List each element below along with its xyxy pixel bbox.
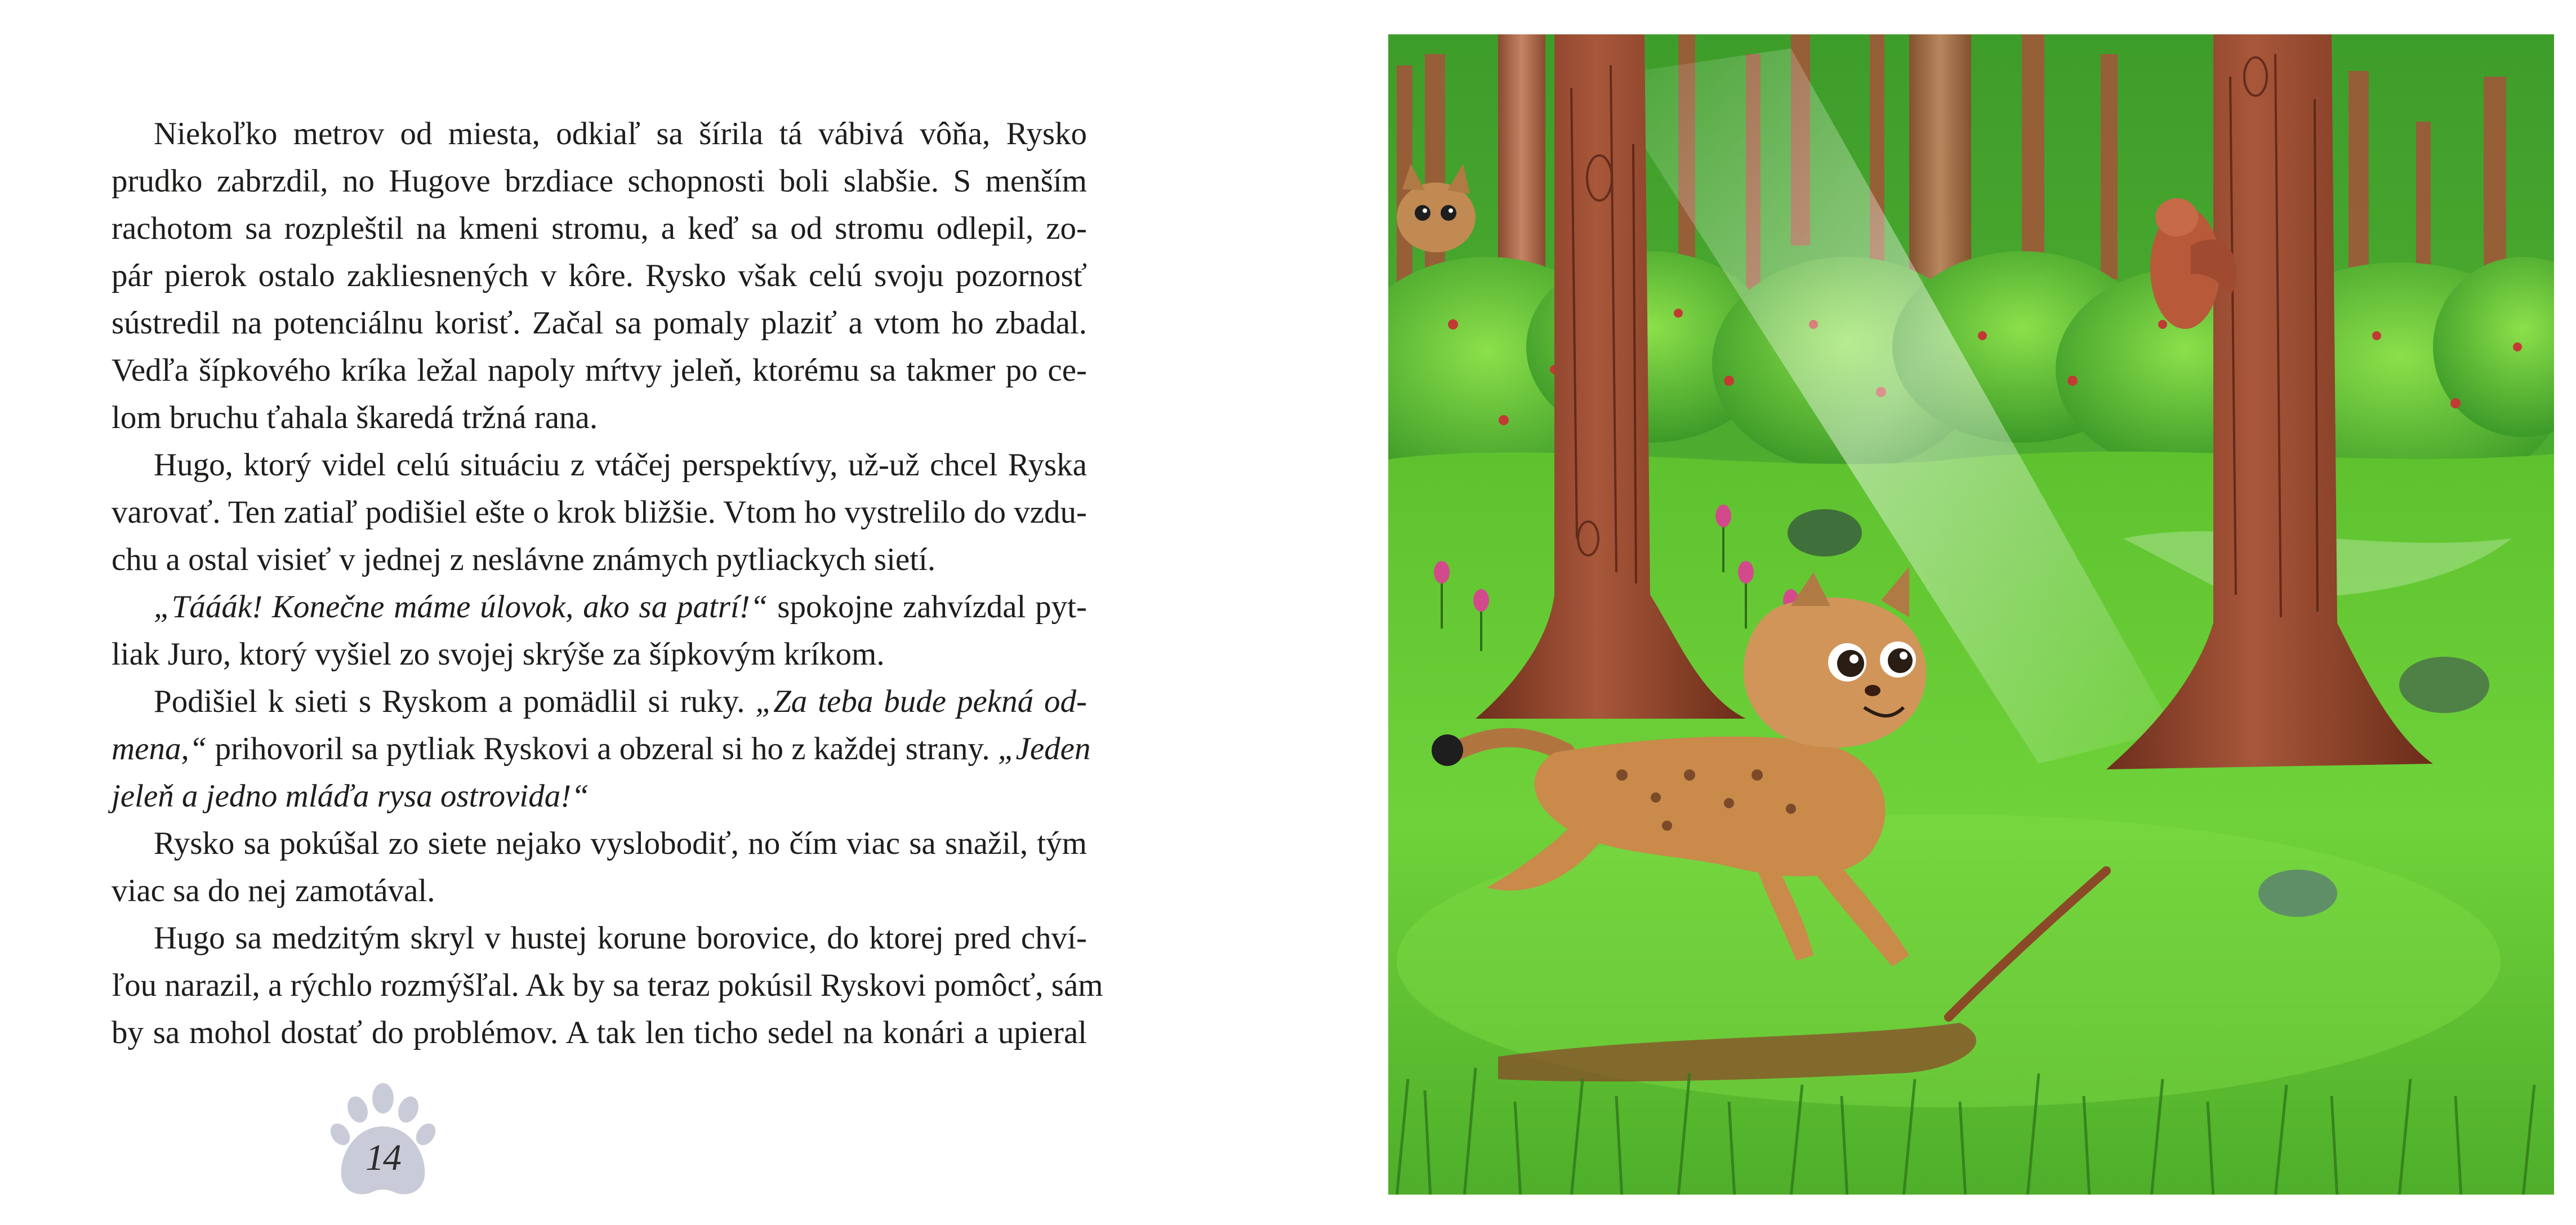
story-text (112, 110, 1103, 1057)
text-run: spokojne zahvízdal pyt- (768, 589, 1087, 625)
dialogue-quote: mena,“ (112, 731, 207, 767)
text-line (112, 725, 1091, 773)
text-line: lom bruchu ťahala škaredá tržná rana. (112, 400, 598, 435)
text-line: rachotom sa rozpleštil na kmeni stromu, a keď sa od stromu odlepil, zo- (112, 211, 1087, 246)
text-line: sústredil na potenciálnu korisť. Začal sa pomaly plaziť a vtom ho zbadal. (112, 305, 1087, 341)
text-line (112, 583, 1087, 631)
text-line: varovať. Ten zatiaľ podišiel ešte o krok bližšie. Vtom ho vystrelilo do vzdu- (112, 495, 1088, 530)
dialogue-quote: „Za teba bude pekná od- (755, 684, 1087, 719)
page-number: 14 (366, 1137, 400, 1178)
text-line: chu a ostal visieť v jednej z neslávne známych pytliackych sietí. (112, 542, 936, 577)
text-line: pár pierok ostalo zakliesnených v kôre. Rysko však celú svoju pozornosť (112, 258, 1087, 293)
dialogue-quote: jeleň a jedno mláďa rysa ostrovida!“ (112, 778, 589, 814)
text-run: Podišiel k sieti s Ryskom a pomädlil si ruky. (154, 684, 756, 719)
text-line: viac sa do nej zamotával. (112, 873, 435, 908)
text-line: Niekoľko metrov od miesta, odkiaľ sa šírila tá vábivá vôňa, Rysko (154, 116, 1087, 152)
text-line: liak Juro, ktorý vyšiel zo svojej skrýše za šípkovým kríkom. (112, 636, 885, 672)
text-line: Hugo sa medzitým skryl v hustej korune borovice, do ktorej pred chví- (154, 920, 1087, 956)
text-line: ľou narazil, a rýchlo rozmýšľal. Ak by sa teraz pokúsil Ryskovi pomôcť, sám (112, 968, 1103, 1003)
dialogue-quote: „Tááák! Konečne máme úlovok, ako sa patrí!“ (154, 589, 768, 625)
text-line (112, 678, 1087, 725)
text-line: prudko zabrzdil, no Hugove brzdiace schopnosti boli slabšie. S menším (112, 163, 1087, 199)
text-line: by sa mohol dostať do problémov. A tak len ticho sedel na konári a upieral (112, 1015, 1087, 1050)
text-line: Vedľa šípkového kríka ležal napoly mŕtvy jeleň, ktorému sa takmer po ce- (112, 353, 1087, 388)
page-number-badge (327, 1077, 439, 1201)
forest-lynx-illustration (1385, 32, 2557, 1197)
text-run: prihovoril sa pytliak Ryskovi a obzeral si ho z každej strany. (207, 731, 998, 767)
text-line: Hugo, ktorý videl celú situáciu z vtáčej perspektívy, už-už chcel Ryska (154, 447, 1087, 483)
dialogue-quote: „Jeden (997, 731, 1091, 767)
text-line: Rysko sa pokúšal zo siete nejako vyslobodiť, no čím viac sa snažil, tým (154, 826, 1087, 861)
text-line (112, 773, 1087, 820)
